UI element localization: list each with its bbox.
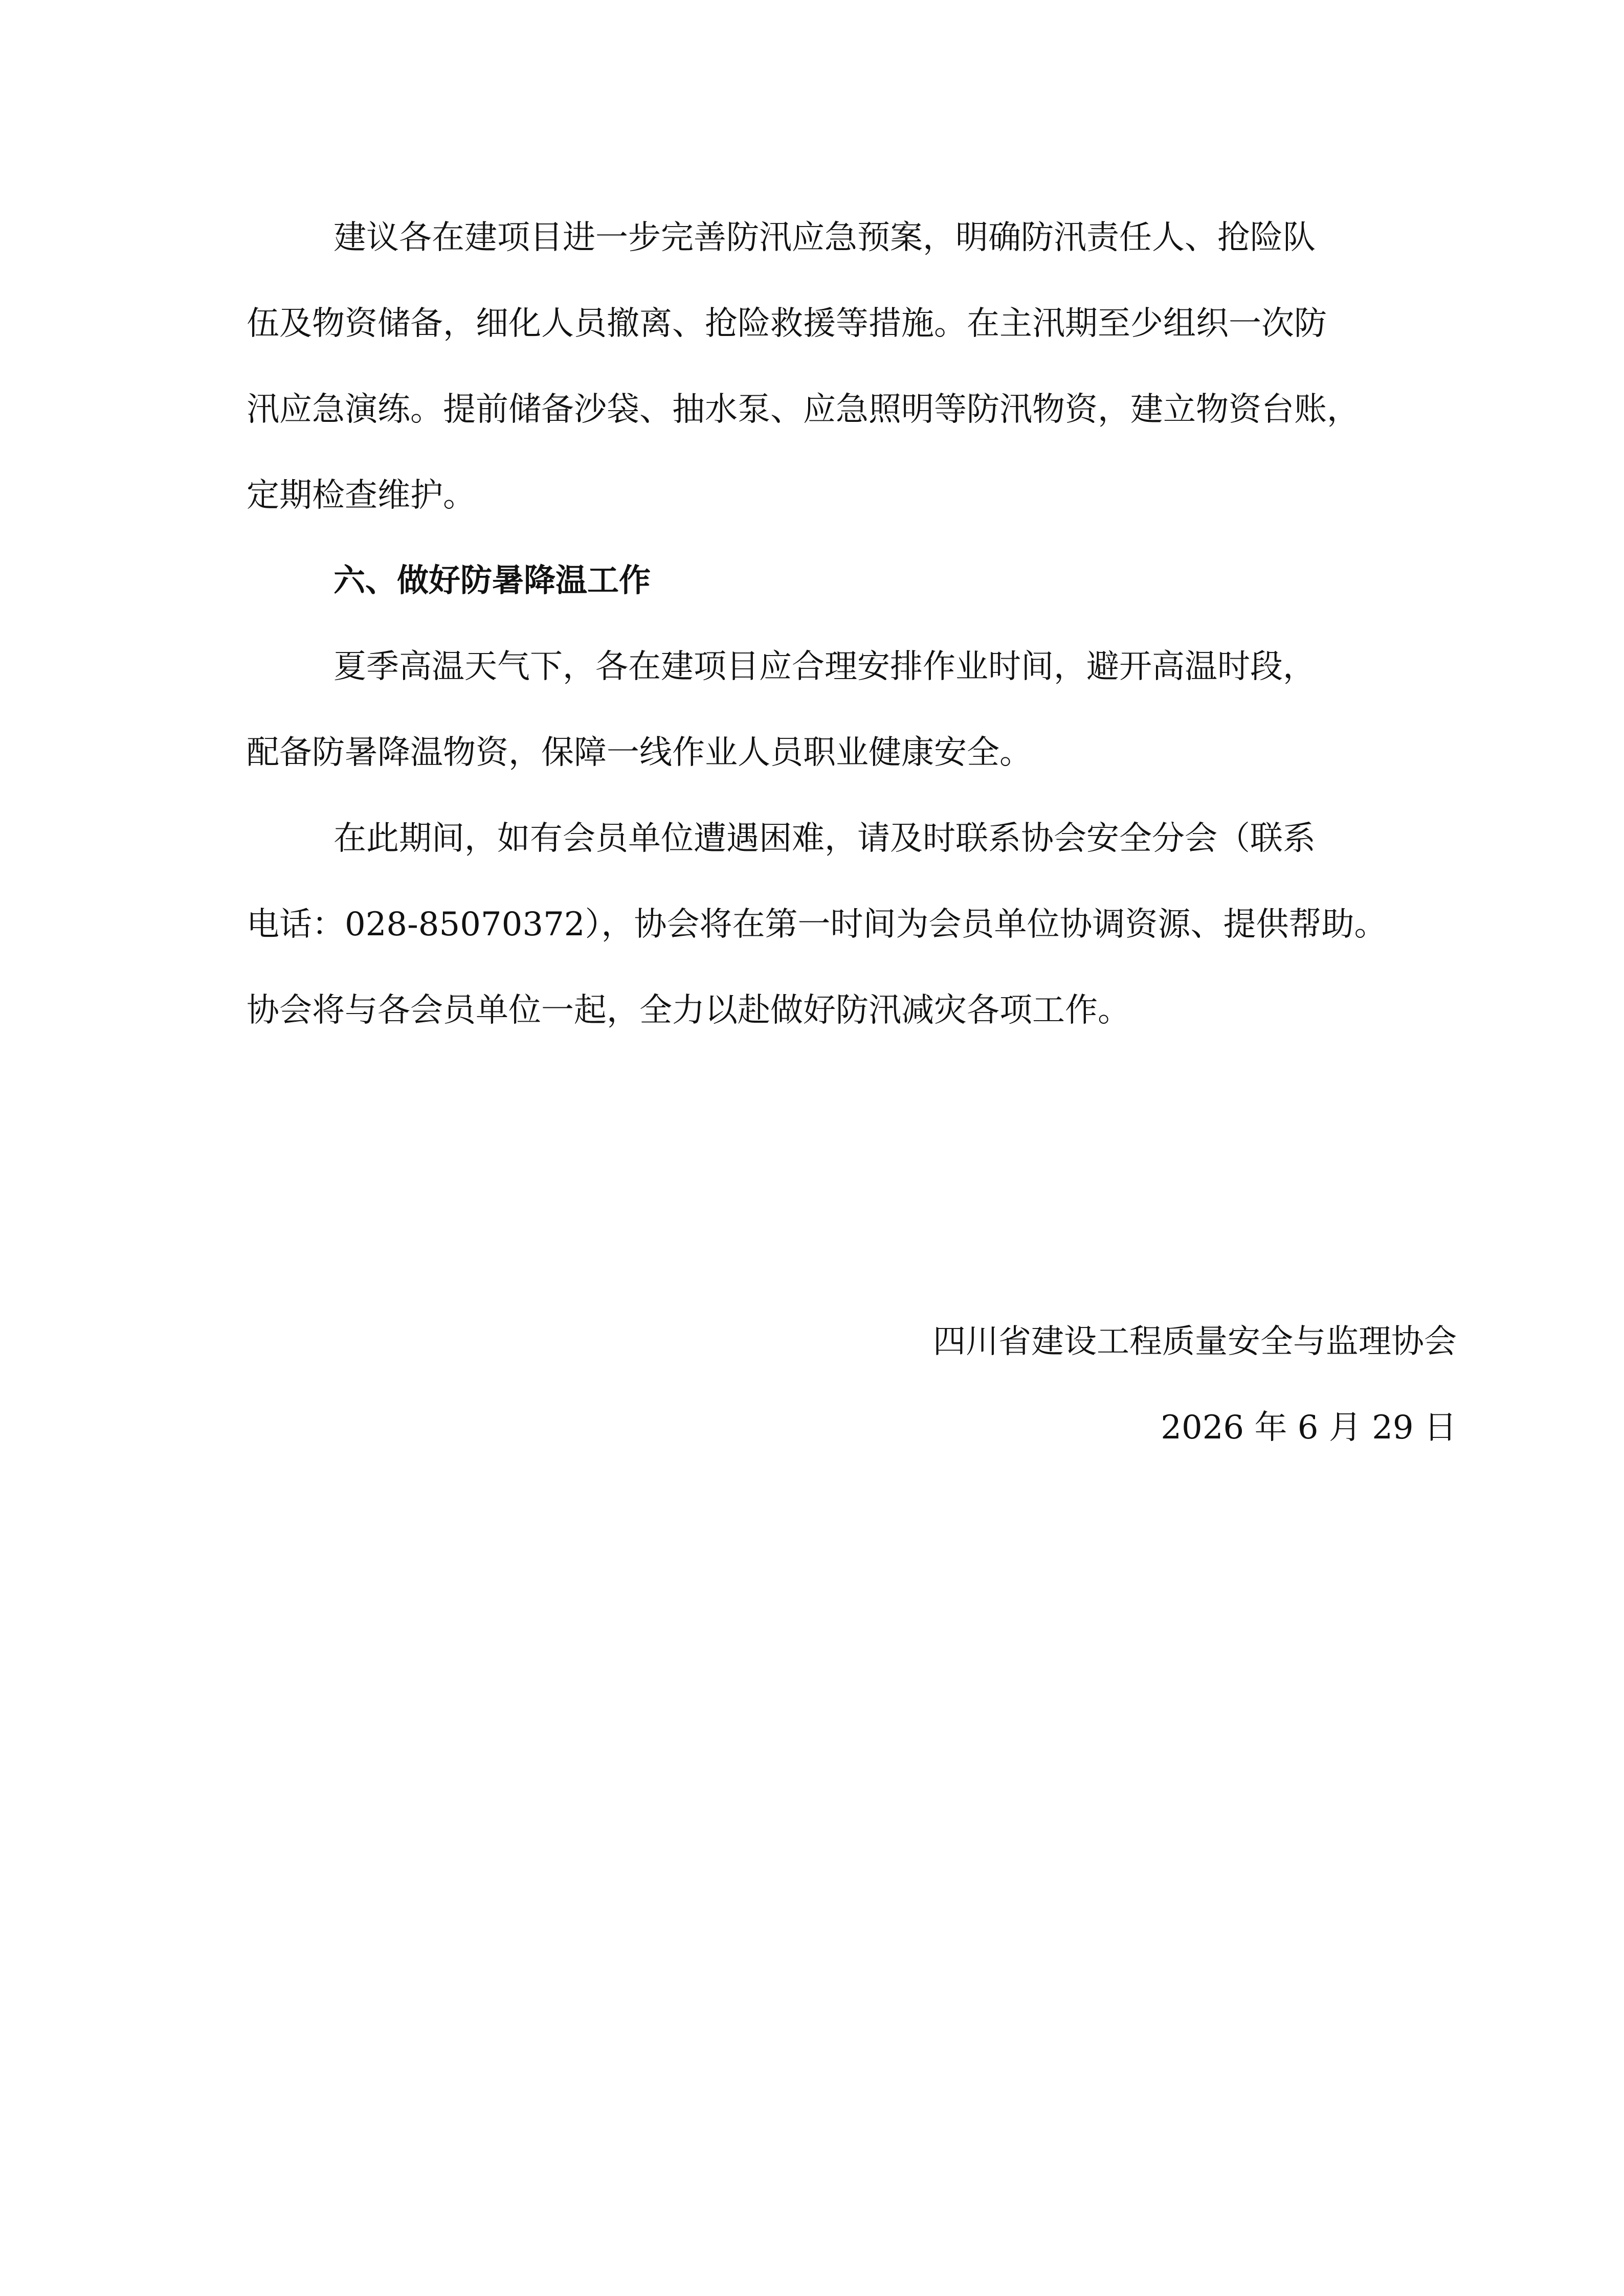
paragraph-2-line-2: 配备防暑降温物资，保障一线作业人员职业健康安全。	[247, 734, 1032, 772]
section-6-heading: 六、做好防暑降温工作	[333, 561, 651, 599]
signature-date: 2026 年 6 月 29 日	[1161, 1409, 1457, 1447]
paragraph-1-line-4: 定期检查维护。	[247, 477, 476, 514]
paragraph-1-line-1: 建议各在建项目进一步完善防汛应急预案，明确防汛责任人、抢险队	[333, 219, 1316, 257]
signature-organization: 四川省建设工程质量安全与监理协会	[933, 1323, 1457, 1361]
paragraph-2-line-1: 夏季高温天气下，各在建项目应合理安排作业时间，避开高温时段，	[333, 648, 1316, 686]
paragraph-1-line-3: 汛应急演练。提前储备沙袋、抽水泵、应急照明等防汛物资，建立物资台账，	[247, 391, 1360, 429]
paragraph-3-line-2: 电话：028-85070372），协会将在第一时间为会员单位协调资源、提供帮助。	[247, 906, 1387, 943]
paragraph-3-line-3: 协会将与各会员单位一起，全力以赴做好防汛减灾各项工作。	[247, 992, 1130, 1029]
paragraph-3-line-1: 在此期间，如有会员单位遭遇困难，请及时联系协会安全分会（联系	[333, 820, 1316, 858]
paragraph-1-line-2: 伍及物资储备，细化人员撤离、抢险救援等措施。在主汛期至少组织一次防	[247, 305, 1327, 343]
